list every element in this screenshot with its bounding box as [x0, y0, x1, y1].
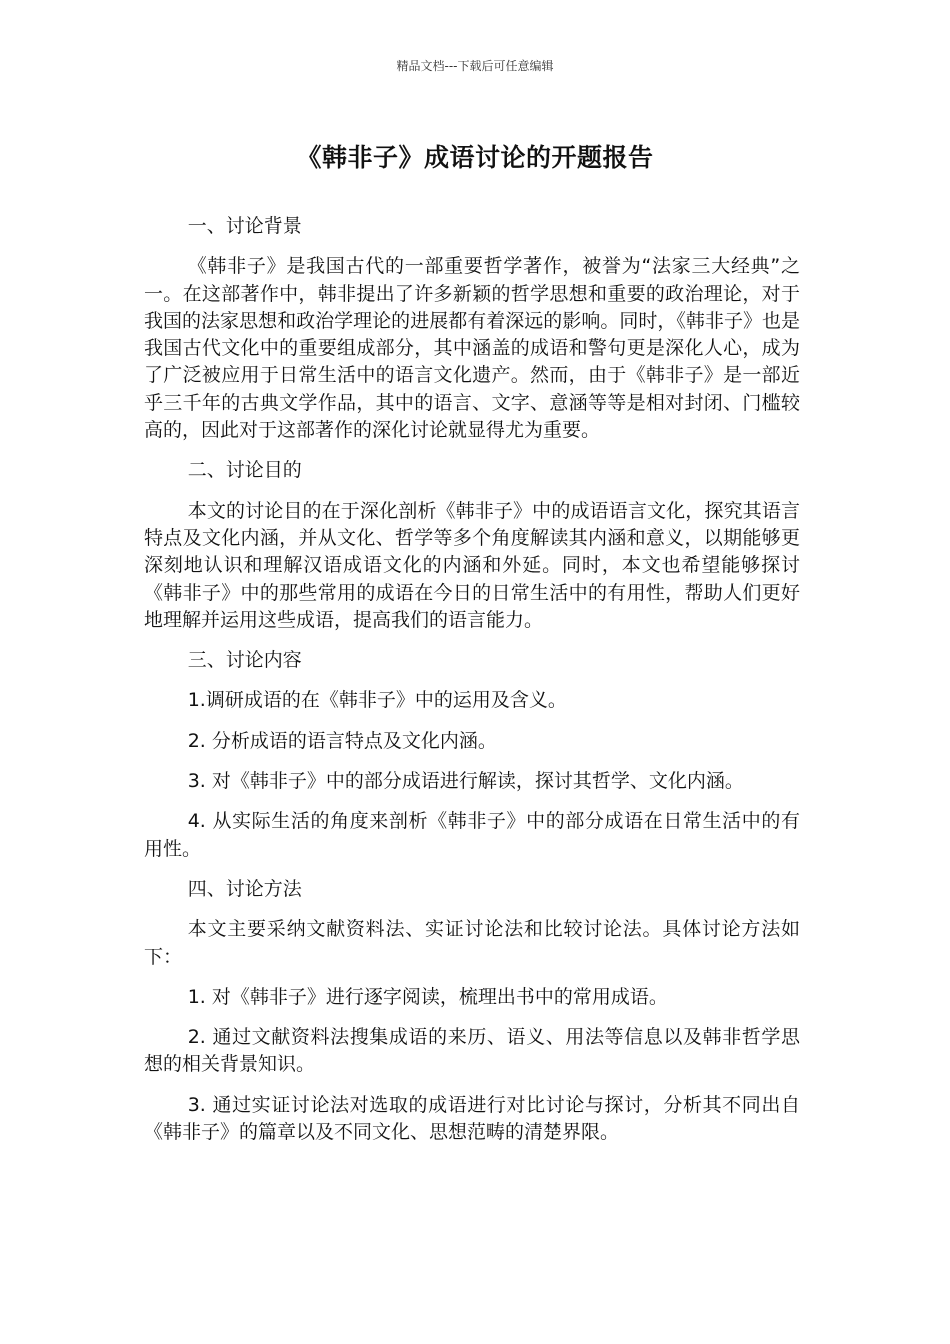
content-item-4: 4. 从实际生活的角度来剖析《韩非子》中的部分成语在日常生活中的有用性。	[144, 810, 800, 860]
document-body	[144, 213, 800, 1159]
method-item-1: 1. 对《韩非子》进行逐字阅读，梳理出书中的常用成语。	[187, 985, 668, 1008]
content-item-3: 3. 对《韩非子》中的部分成语进行解读，探讨其哲学、文化内涵。	[187, 770, 744, 793]
content-item-2: 2. 分析成语的语言特点及文化内涵。	[187, 729, 497, 752]
method-item-2: 2. 通过文献资料法搜集成语的来历、语义、用法等信息以及韩非哲学思想的相关背景知识。	[144, 1026, 800, 1076]
paragraph-background: 《韩非子》是我国古代的一部重要哲学著作，被誉为“法家三大经典”之一。在这部著作中，韩非提出了许多新颖的哲学思想和重要的政治理论，对于我国的法家思想和政治学理论的进展都有着深远的影响。同时，《韩非子》也是我国古代文化中的重要组成部分，其中涵盖的成语和警句更是深化人心，成为了广泛被应用于日常生活中的语言文化遗产。然而，由于《韩非子》是一部近乎三千年的古典文学作品，其中的语言、文字、意涵等等是相对封闭、门槛较高的，因此对于这部著作的深化讨论就显得尤为重要。	[144, 255, 800, 442]
document-title: 《韩非子》成语讨论的开题报告	[296, 143, 654, 172]
section-heading-purpose: 二、讨论目的	[187, 459, 302, 482]
paragraph-method: 本文主要采纳文献资料法、实证讨论法和比较讨论法。具体讨论方法如下：	[144, 918, 800, 968]
paragraph-purpose: 本文的讨论目的在于深化剖析《韩非子》中的成语语言文化，探究其语言特点及文化内涵，并从文化、哲学等多个角度解读其内涵和意义，以期能够更深刻地认识和理解汉语成语文化的内涵和外延。同时，本文也希望能够探讨《韩非子》中的那些常用的成语在今日的日常生活中的有用性，帮助人们更好地理解并运用这些成语，提高我们的语言能力。	[144, 499, 800, 631]
section-heading-content: 三、讨论内容	[187, 649, 302, 672]
section-heading-method: 四、讨论方法	[187, 877, 302, 900]
page-header: 精品文档---下载后可任意编辑	[396, 59, 554, 73]
method-item-3: 3. 通过实证讨论法对选取的成语进行对比讨论与探讨，分析其不同出自《韩非子》的篇章以及不同文化、思想范畴的清楚界限。	[144, 1093, 800, 1144]
content-item-1: 1.调研成语的在《韩非子》中的运用及含义。	[187, 689, 567, 712]
section-heading-background: 一、讨论背景	[187, 215, 302, 237]
